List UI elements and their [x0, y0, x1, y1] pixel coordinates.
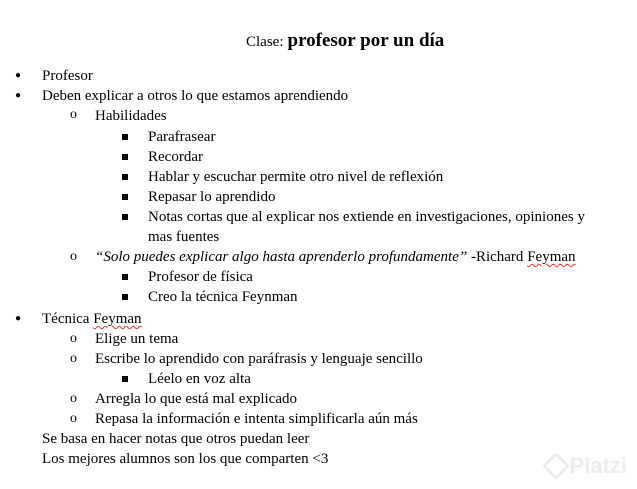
list-item: Deben explicar a otros lo que estamos aprendiendo [42, 88, 349, 104]
quote-line [95, 247, 576, 267]
bullet-square-icon [122, 274, 128, 280]
bullet-disc-icon: ● [15, 313, 22, 324]
list-item: Recordar [148, 149, 203, 165]
bullet-disc-icon: ● [15, 70, 22, 81]
paragraph: Los mejores alumnos son los que comparten <3 [42, 451, 329, 467]
title-label: Clase: [246, 34, 284, 50]
bullet-circle-icon: o [70, 249, 77, 264]
watermark-text: Platzi [569, 453, 627, 478]
list-item: Arregla lo que está mal explicado [95, 391, 298, 407]
list-item: Notas cortas que al explicar nos extiende en investigaciones, opiniones y [148, 209, 585, 225]
bullet-disc-icon: ● [15, 90, 22, 101]
list-item: Parafrasear [148, 129, 216, 145]
list-item: Habilidades [95, 108, 167, 124]
paragraph: Se basa en hacer notas que otros puedan leer [42, 431, 310, 447]
list-item: Elige un tema [95, 331, 179, 347]
list-item: Repasa la información e intenta simplificarla aún más [95, 411, 418, 427]
bullet-circle-icon: o [70, 411, 77, 426]
page-title [0, 30, 637, 52]
list-item: Repasar lo aprendido [148, 189, 276, 205]
list-item-text: Técnica [42, 311, 94, 327]
list-item: Escribe lo aprendido con paráfrasis y lenguaje sencillo [95, 351, 423, 367]
quote-dash: -Richard [467, 249, 528, 265]
platzi-logo-icon [541, 452, 569, 480]
title-name: profesor por un día [287, 30, 445, 51]
bullet-circle-icon: o [70, 391, 77, 406]
quote-close: ” [458, 249, 468, 265]
list-item [42, 309, 142, 329]
bullet-square-icon [122, 154, 128, 160]
quote-text: Solo puedes explicar algo hasta aprenderlo profundamente [103, 249, 459, 265]
bullet-square-icon [122, 194, 128, 200]
platzi-watermark [546, 453, 627, 479]
misspelled-word: Feyman [93, 311, 142, 327]
bullet-circle-icon: o [70, 107, 77, 122]
bullet-square-icon [122, 376, 128, 382]
quote-open: “ [95, 249, 104, 265]
bullet-circle-icon: o [70, 351, 77, 366]
list-item: Profesor de física [148, 269, 253, 285]
list-item: Profesor [42, 68, 93, 84]
bullet-circle-icon: o [70, 331, 77, 346]
bullet-square-icon [122, 174, 128, 180]
list-item-continuation: mas fuentes [148, 229, 220, 245]
list-item: Hablar y escuchar permite otro nivel de reflexión [148, 169, 444, 185]
quote-author: Feyman [527, 249, 576, 265]
list-item: Creo la técnica Feynman [148, 289, 298, 305]
bullet-square-icon [122, 294, 128, 300]
bullet-square-icon [122, 214, 128, 220]
list-item: Léelo en voz alta [148, 371, 251, 387]
bullet-square-icon [122, 134, 128, 140]
